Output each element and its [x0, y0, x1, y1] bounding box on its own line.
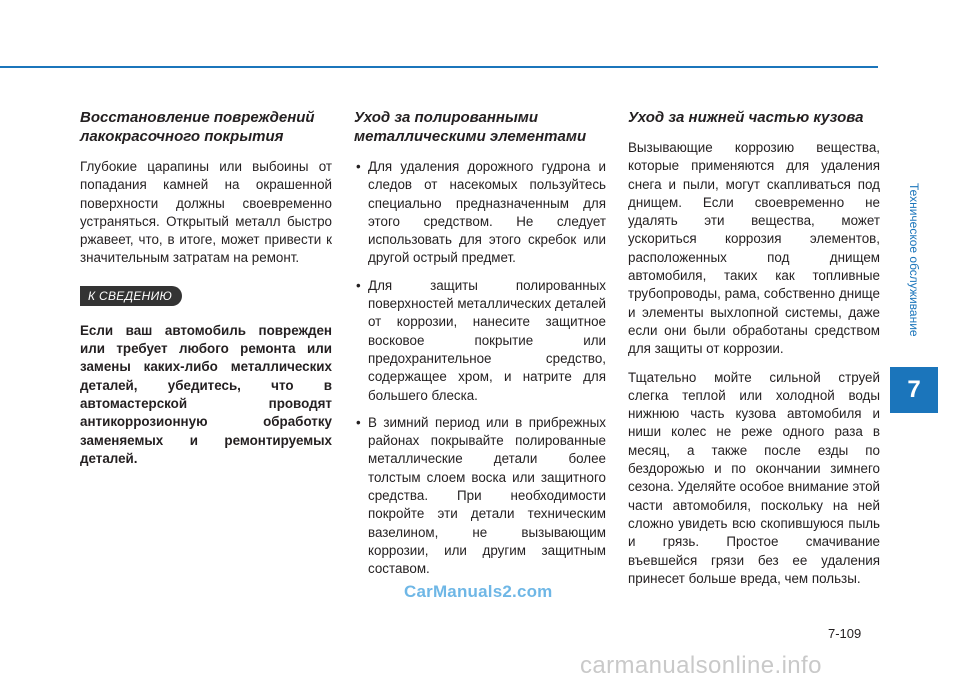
notice-text: Если ваш автомобиль поврежден или требует любого ремонта или замены каких-либо металлических деталей, убедитесь, что в автомастерской проводят антикоррозионную обработку заменяемых и ремонтируемых деталей.: [80, 322, 332, 466]
paragraph-paint-repair: Глубокие царапины или выбоины от попадания камней на окрашенной поверхности должны своевременно устраняться. Открытый металл быстро ржавеет, что, в итоге, может привести к значительным затратам на ремонт.: [80, 159, 332, 266]
column-paint-repair: [80, 108, 332, 478]
list-item: • Для удаления дорожного гудрона и следов от насекомых пользуйтесь специально предназначенным для этого средством. Не следует использовать для этого скребок или другой острый предмет.: [354, 158, 606, 268]
section-heading-polished-metal: Уход за полированными металлическими элементами: [354, 109, 587, 145]
list-item: • В зимний период или в прибрежных районах покрывайте полированные металлические детали более толстым слоем воска или защитного средства. При необходимости покройте эти детали техническим вазелином, не вызывающим коррозии, или другим защитным составом.: [354, 414, 606, 579]
page-number: 7-109: [828, 626, 862, 641]
column-underbody: [628, 108, 880, 598]
column-polished-metal: [354, 108, 606, 588]
list-item: • Для защиты полированных поверхностей металлических деталей от коррозии, нанесите защитное восковое покрытие или предохранительное средство, содержащее хром, и натрите для большего блеска.: [354, 277, 606, 405]
section-side-label: Техническое обслуживание: [907, 183, 921, 337]
paragraph-underbody-2: Тщательно мойте сильной струей слегка теплой или холодной воды нижнюю часть кузова автомобиля и ниши колес не реже одного раза в месяц, а также после езды по бездорожью и по окончании зимнего сезона. Уделяйте особое внимание этой части автомобиля, поскольку на ней сложно увидеть всю скопившуюся пыль и грязь. Простое смачивание въевшейся грязи без ее удаления принесет больше вреда, чем пользы.: [628, 369, 880, 586]
notice-badge: К СВЕДЕНИЮ: [80, 286, 182, 306]
section-heading-paint-repair: Восстановление повреждений лакокрасочного покрытия: [80, 109, 315, 145]
section-heading-underbody: Уход за нижней частью кузова: [628, 109, 864, 126]
paragraph-underbody-1: Вызывающие коррозию вещества, которые применяются для удаления снега и пыли, могут скапливаться под днищем. Если своевременно не удалять эти вещества, может ускориться коррозия элементов, расположенных под днищем автомобиля, таких как топливные трубопроводы, рама, собственно днище и элементы выхлопной системы, даже если они были обработаны средством для защиты от коррозии.: [628, 140, 880, 357]
header-rule: [0, 66, 878, 68]
bullet-list-polished-metal: [354, 158, 606, 579]
watermark-carmanuals2[interactable]: CarManuals2.com: [404, 582, 553, 601]
watermark-carmanualsonline[interactable]: carmanualsonline.info: [580, 652, 822, 679]
chapter-tab[interactable]: 7: [890, 367, 938, 413]
